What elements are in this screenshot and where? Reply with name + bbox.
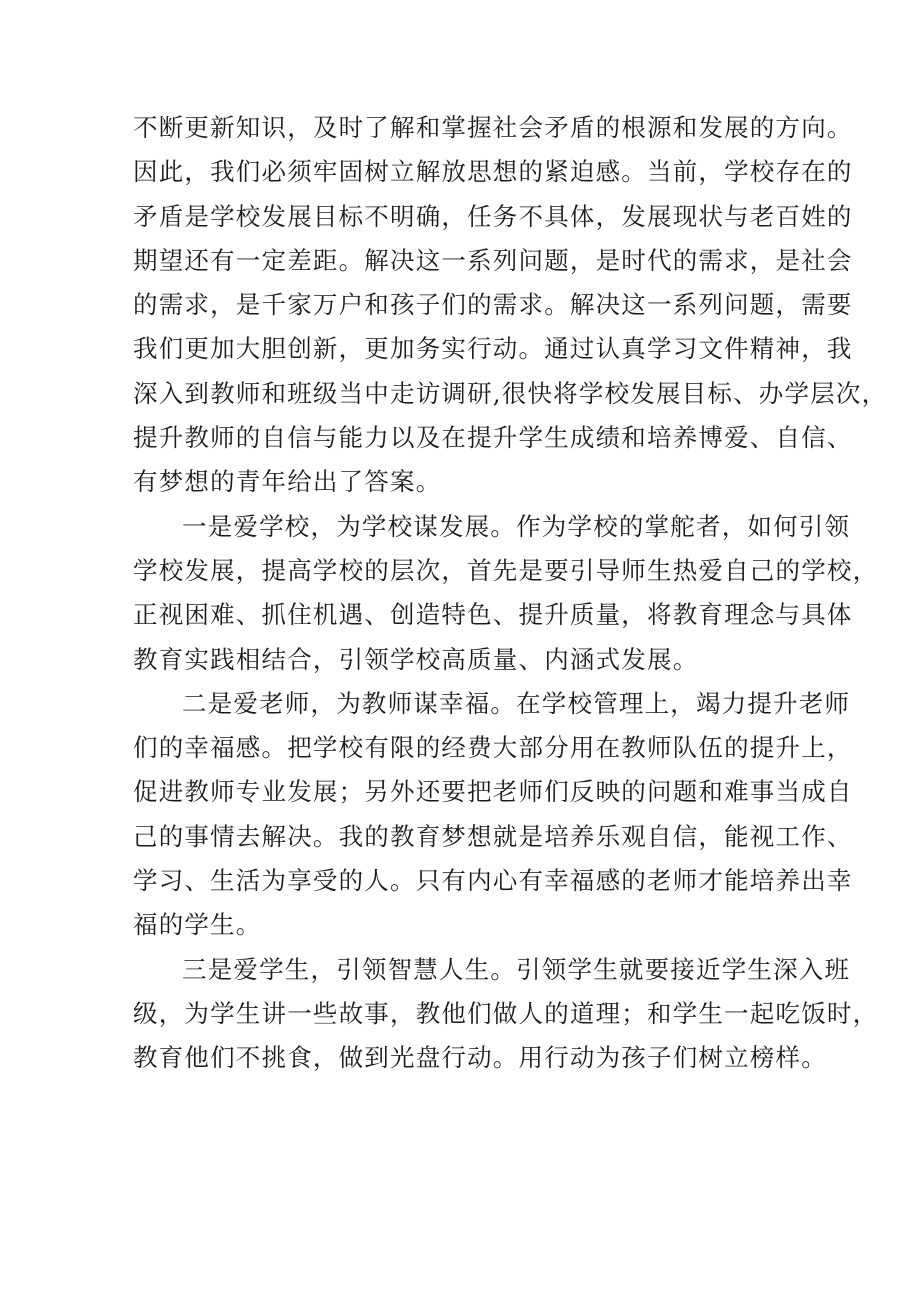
text-line: 教育他们不挑食，做到光盘行动。用行动为孩子们树立榜样。 <box>133 1043 827 1073</box>
text-line: 期望还有一定差距。解决这一系列问题，是时代的需求，是社会 <box>133 245 853 275</box>
paragraph-first-line: 一是爱学校，为学校谋发展。作为学校的掌舵者，如何引领 <box>182 511 851 541</box>
text-line: 我们更加大胆创新，更加务实行动。通过认真学习文件精神，我 <box>133 334 853 364</box>
text-line: 学习、生活为享受的人。只有内心有幸福感的老师才能培养出幸 <box>133 866 853 896</box>
text-line: 深入到教师和班级当中走访调研,很快将学校发展目标、办学层次， <box>133 378 888 408</box>
text-line: 正视困难、抓住机遇、创造特色、提升质量，将教育理念与具体 <box>133 600 853 630</box>
text-line: 不断更新知识，及时了解和掌握社会矛盾的根源和发展的方向。 <box>133 113 853 142</box>
text-line: 矛盾是学校发展目标不明确，任务不具体，发展现状与老百姓的 <box>133 201 853 231</box>
text-line: 学校发展，提高学校的层次，首先是要引导师生热爱自己的学校， <box>133 555 879 585</box>
text-line: 己的事情去解决。我的教育梦想就是培养乐观自信，能视工作、 <box>133 821 853 851</box>
text-line: 促进教师专业发展；另外还要把老师们反映的问题和难事当成自 <box>133 777 853 807</box>
text-line: 提升教师的自信与能力以及在提升学生成绩和培养博爱、自信、 <box>133 423 853 453</box>
text-line: 福的学生。 <box>133 910 262 940</box>
body-text <box>133 106 888 1081</box>
text-line: 们的幸福感。把学校有限的经费大部分用在教师队伍的提升上， <box>133 733 853 763</box>
text-line: 因此，我们必须牢固树立解放思想的紧迫感。当前，学校存在的 <box>133 157 853 187</box>
text-line: 级，为学生讲一些故事，教他们做人的道理；和学生一起吃饭时， <box>133 998 879 1028</box>
text-line: 教育实践相结合，引领学校高质量、内涵式发展。 <box>133 644 699 674</box>
text-line: 有梦想的青年给出了答案。 <box>133 467 442 497</box>
paragraph-first-line: 三是爱学生，引领智慧人生。引领学生就要接近学生深入班 <box>182 954 851 984</box>
paragraph-first-line: 二是爱老师，为教师谋幸福。在学校管理上，竭力提升老师 <box>182 688 851 718</box>
text-line: 的需求，是千家万户和孩子们的需求。解决这一系列问题，需要 <box>133 290 853 320</box>
